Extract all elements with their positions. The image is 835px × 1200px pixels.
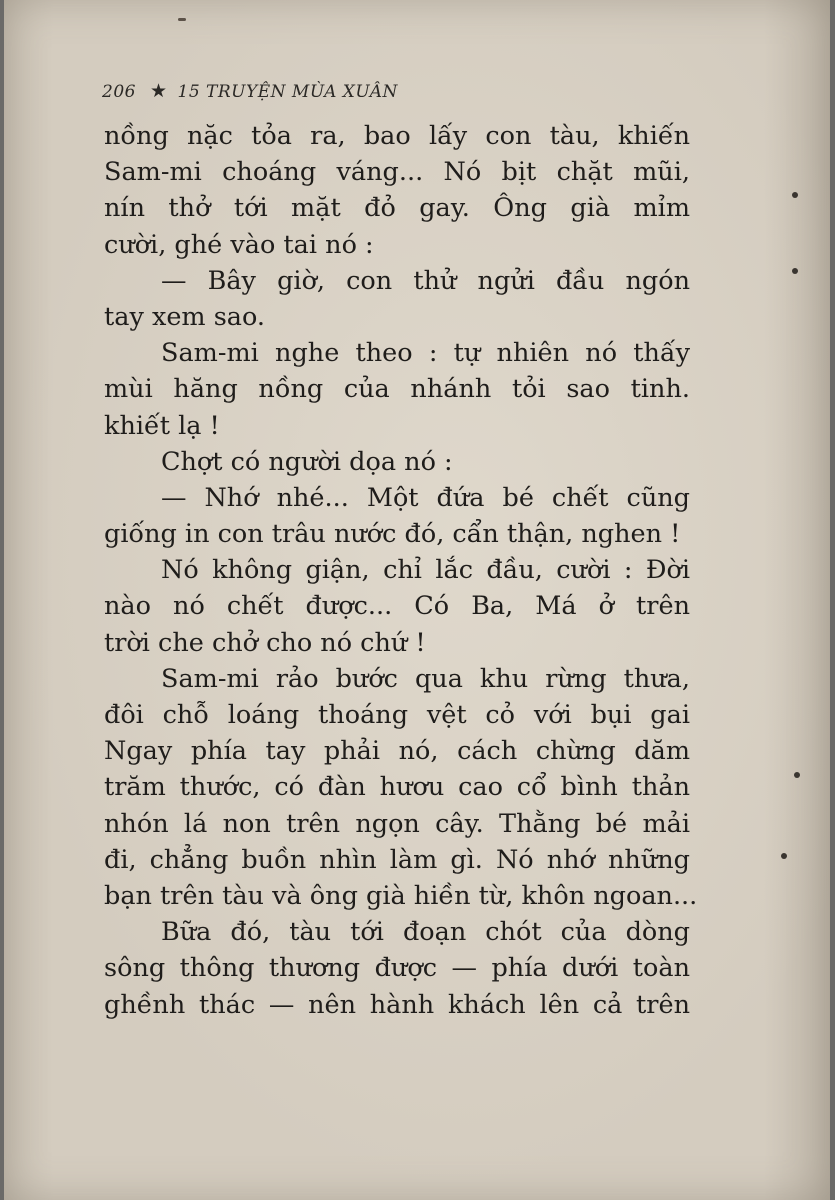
- text-line: — Nhớ nhé... Một đứa bé chết cũng: [161, 482, 690, 513]
- text-line: Ngay phía tay phải nó, cách chừng dăm: [104, 736, 690, 767]
- book-title: 15 TRUYỆN MÙA XUÂN: [177, 82, 398, 102]
- page-smudge: [178, 18, 186, 21]
- page-body-text: [104, 118, 698, 1023]
- binding-hole: [794, 772, 800, 778]
- text-line: giống in con trâu nước đó, cẩn thận, nghen !: [104, 519, 681, 550]
- text-line: đôi chỗ loáng thoáng vệt cỏ với bụi gai: [104, 700, 690, 730]
- text-line: Sam-mi choáng váng... Nó bịt chặt mũi,: [104, 157, 690, 188]
- text-line: mùi hăng nồng của nhánh tỏi sao tinh.: [104, 374, 690, 405]
- text-line: nín thở tới mặt đỏ gay. Ông già mỉm: [104, 193, 690, 224]
- text-line: trăm thước, có đàn hươu cao cổ bình thản: [104, 772, 690, 803]
- book-page: [4, 0, 830, 1200]
- text-line: ghềnh thác — nên hành khách lên cả trên: [104, 989, 690, 1020]
- text-line: Bữa đó, tàu tới đoạn chót của dòng: [161, 917, 690, 948]
- text-line: nồng nặc tỏa ra, bao lấy con tàu, khiến: [104, 121, 690, 151]
- text-line: nhón lá non trên ngọn cây. Thằng bé mải: [104, 808, 690, 839]
- text-line: Nó không giận, chỉ lắc đầu, cười : Đời: [161, 555, 690, 586]
- text-line: sông thông thương được — phía dưới toàn: [104, 953, 690, 984]
- text-line: Sam-mi rảo bước qua khu rừng thưa,: [161, 663, 690, 694]
- text-line: trời che chở cho nó chứ !: [104, 627, 426, 658]
- text-line: đi, chẳng buồn nhìn làm gì. Nó nhớ những: [104, 844, 690, 875]
- running-header: [102, 80, 398, 102]
- page-number: 206: [102, 82, 136, 102]
- text-line: Sam-mi nghe theo : tự nhiên nó thấy: [161, 338, 690, 369]
- text-line: Chợt có người dọa nó :: [161, 446, 453, 477]
- star-icon: ★: [149, 80, 168, 102]
- text-line: — Bây giờ, con thử ngửi đầu ngón: [161, 265, 690, 296]
- binding-hole: [792, 268, 798, 274]
- binding-hole: [792, 192, 798, 198]
- text-line: khiết lạ !: [104, 410, 220, 441]
- text-line: nào nó chết được... Có Ba, Má ở trên: [104, 591, 690, 622]
- text-line: tay xem sao.: [104, 301, 266, 332]
- binding-hole: [781, 853, 787, 859]
- text-line: cười, ghé vào tai nó :: [104, 229, 374, 260]
- text-line: bạn trên tàu và ông già hiền từ, khôn ngoan...: [104, 880, 698, 911]
